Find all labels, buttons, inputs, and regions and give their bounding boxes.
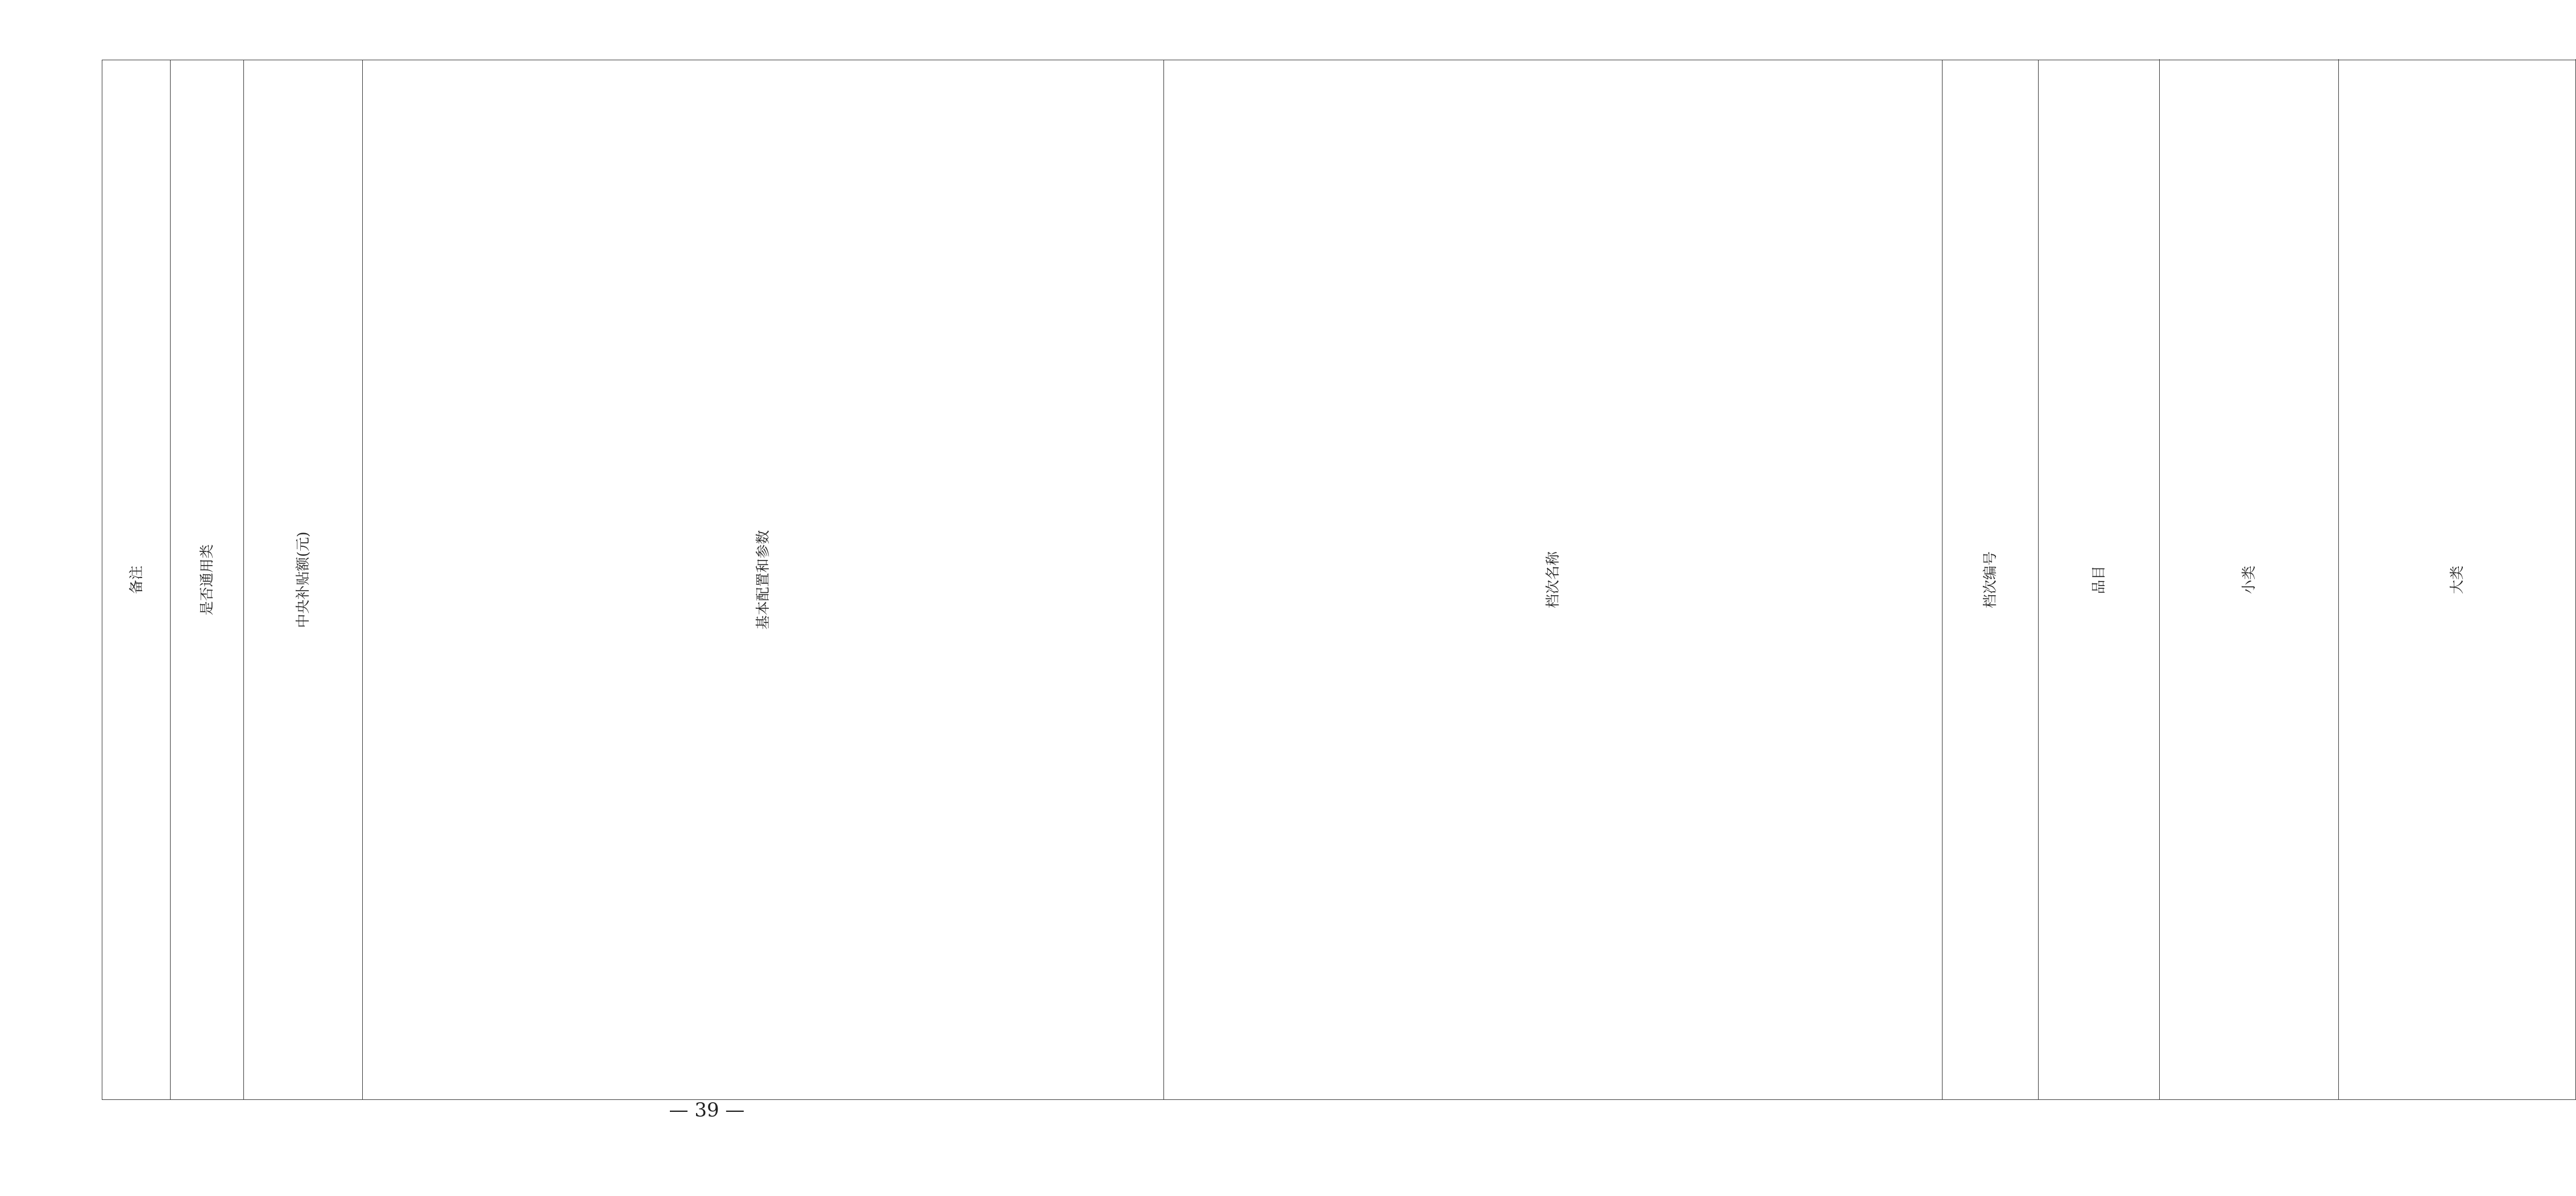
field-row-config <box>363 60 1164 1100</box>
header-subsidy: 中央补贴额(元) <box>244 60 363 1100</box>
header-general: 是否通用类 <box>171 60 244 1100</box>
field-row-name <box>1164 60 1943 1100</box>
page-number: — 39 — <box>669 1099 745 1122</box>
field-row-category <box>2339 60 2576 1100</box>
rotated-table-container <box>102 60 2465 1100</box>
field-row-subcategory <box>2160 60 2339 1100</box>
field-row-subsidy <box>244 60 363 1100</box>
header-remark: 备注 <box>102 60 171 1100</box>
header-no: 档次编号 <box>1943 60 2039 1100</box>
subsidy-table <box>102 60 2576 1100</box>
header-item: 品目 <box>2039 60 2160 1100</box>
header-name: 档次名称 <box>1164 60 1943 1100</box>
header-subcategory: 小类 <box>2160 60 2339 1100</box>
field-row-item <box>2039 60 2160 1100</box>
field-row-general <box>171 60 244 1100</box>
field-row-no <box>1943 60 2039 1100</box>
header-category: 大类 <box>2339 60 2576 1100</box>
header-config: 基本配置和参数 <box>363 60 1164 1100</box>
field-row-remark <box>102 60 171 1100</box>
